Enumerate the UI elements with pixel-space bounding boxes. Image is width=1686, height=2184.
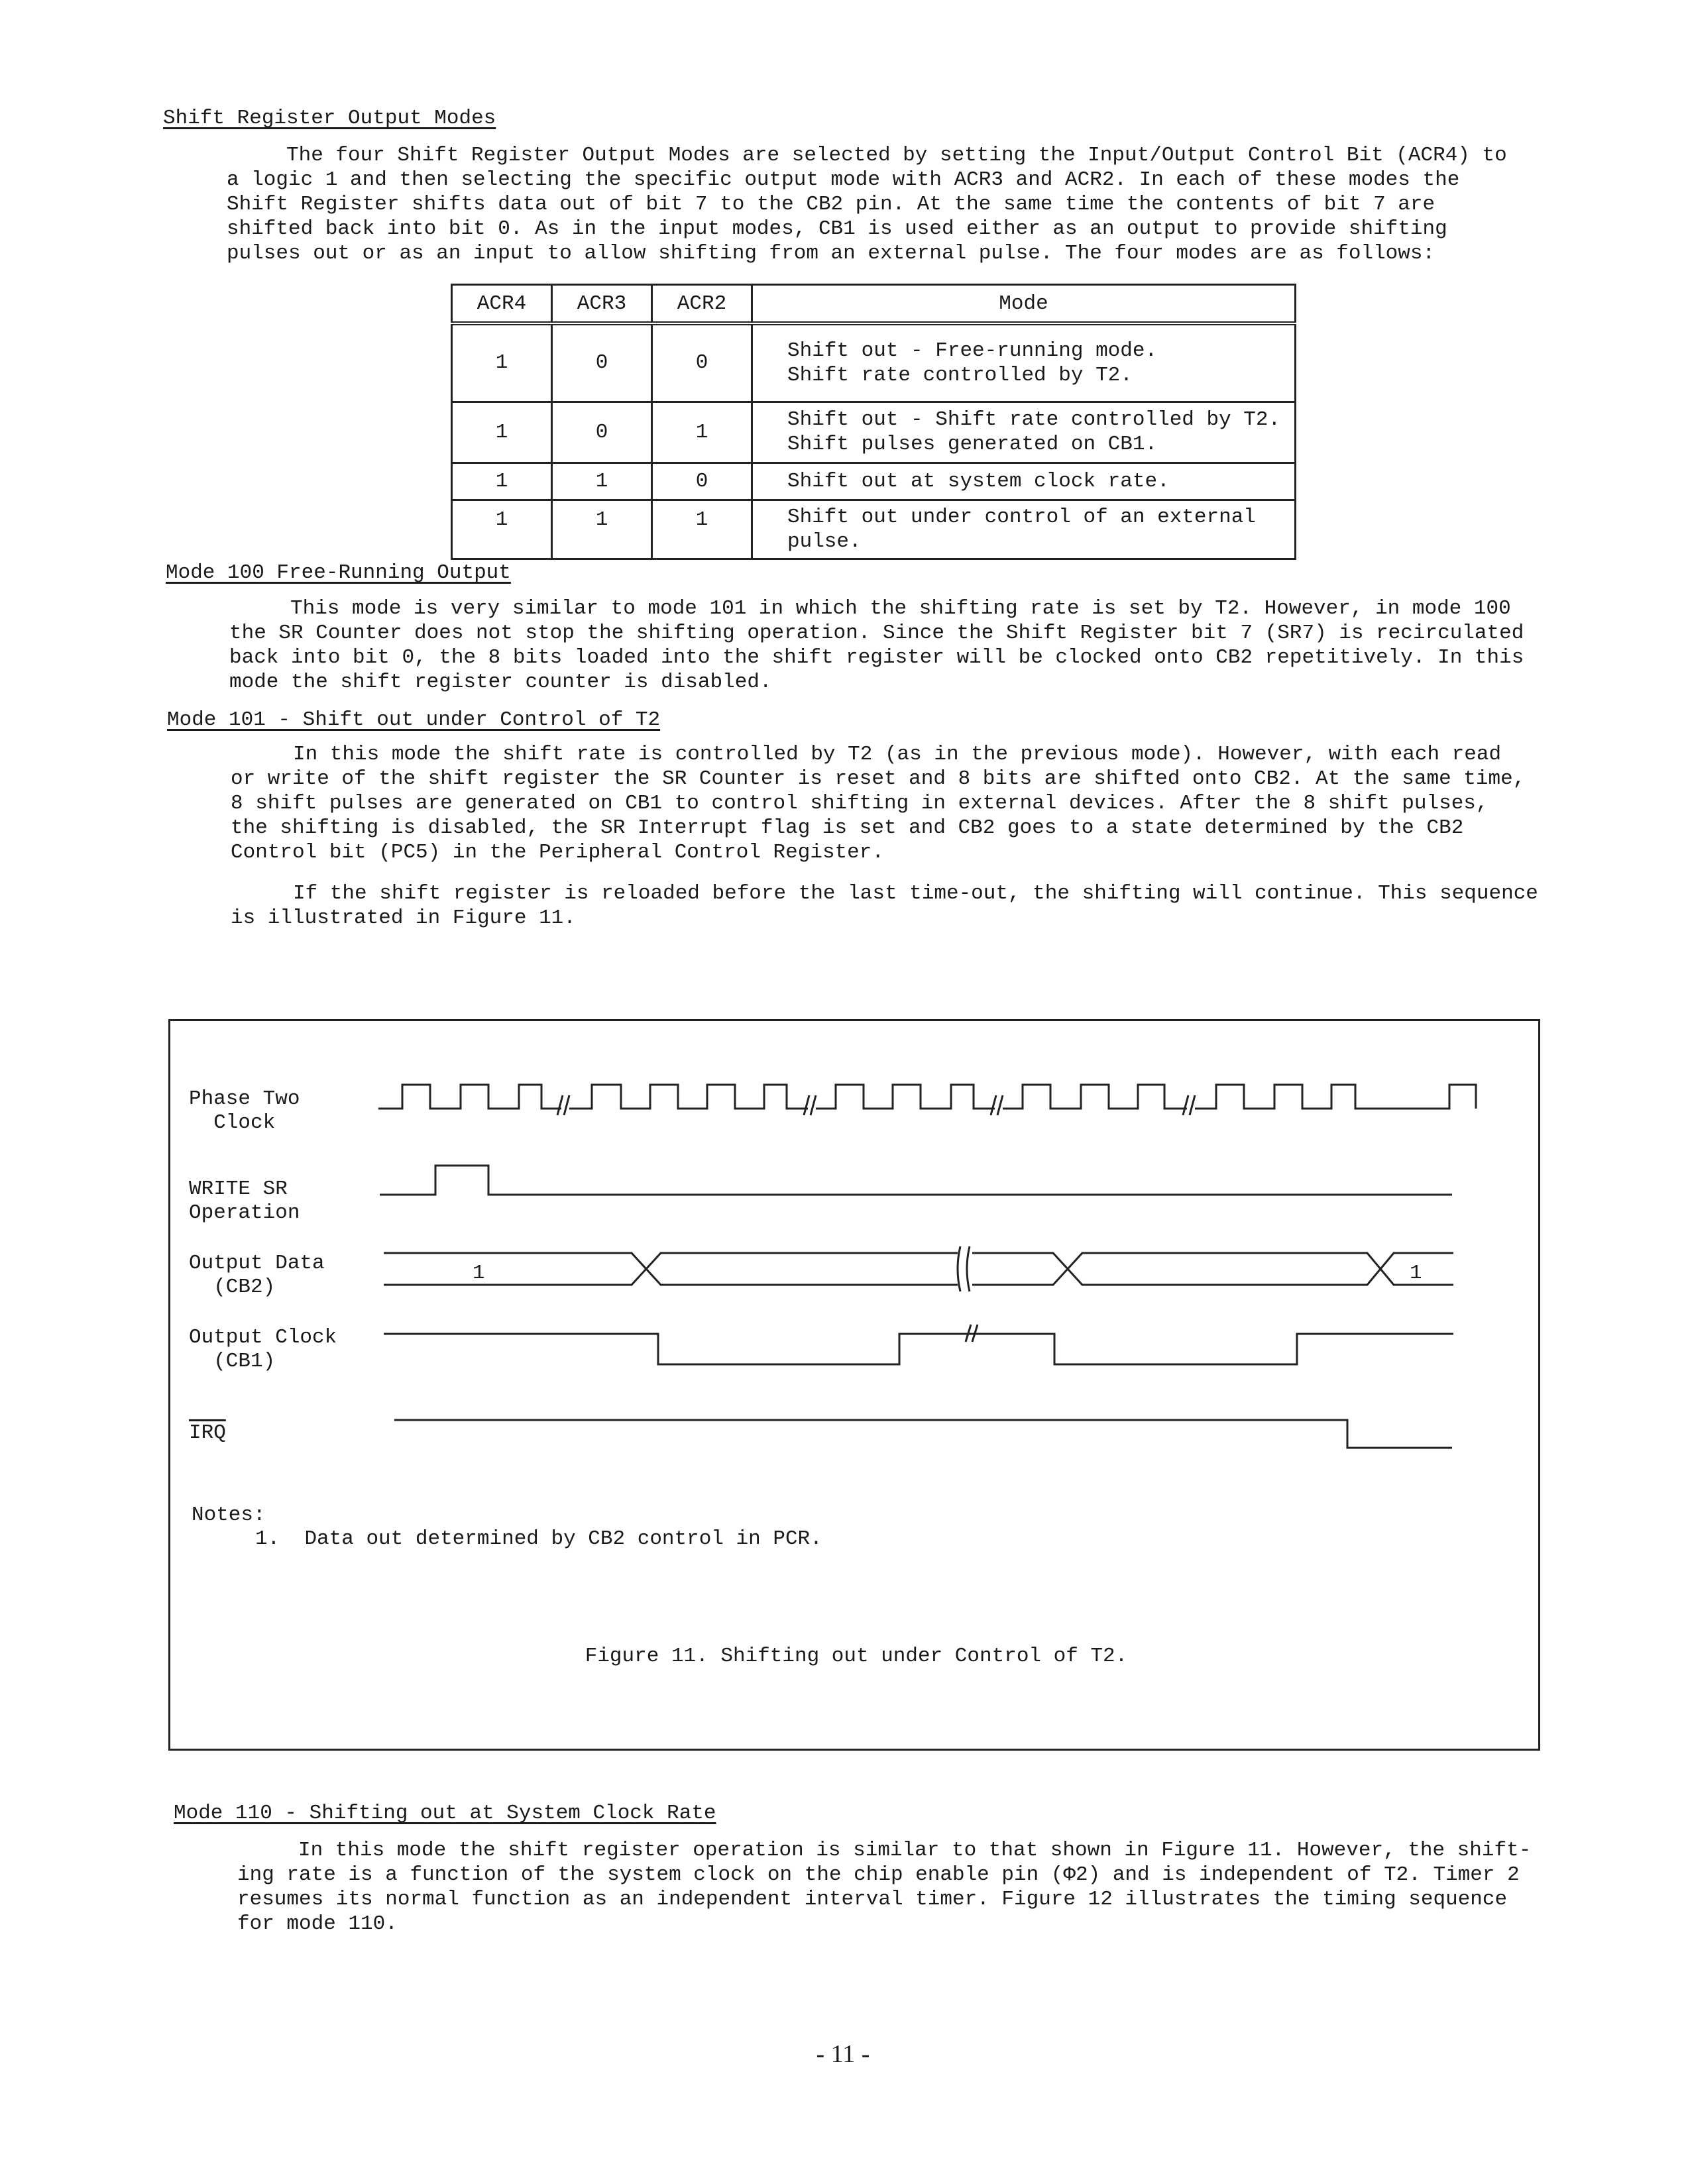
column-header-mode: Mode	[752, 285, 1296, 324]
text-line: If the shift register is reloaded before the last time-out, the shifting will continue. This sequence	[293, 882, 1538, 905]
text-line: the SR Counter does not stop the shifting operation. Since the Shift Register bit 7 (SR7) is recirculated	[229, 622, 1524, 645]
text-line: pulses out or as an input to allow shifting from an external pulse. The four modes are as follows:	[227, 242, 1435, 265]
section-heading-mode-101: Mode 101 - Shift out under Control of T2	[167, 708, 661, 732]
output-data-value-end: 1	[1410, 1262, 1422, 1285]
section-heading-mode-110: Mode 110 - Shifting out at System Clock Rate	[174, 1802, 716, 1825]
cell-mode	[752, 500, 1296, 559]
cell-acr4: 1	[452, 500, 552, 559]
cell-acr3: 0	[552, 402, 652, 463]
signal-label-write-sr: WRITE SR Operation	[189, 1177, 300, 1225]
mode-line: Shift out - Shift rate controlled by T2.	[787, 408, 1281, 431]
text-line: Shift Register shifts data out of bit 7 to the CB2 pin. At the same time the contents of bit 7 are	[227, 193, 1435, 216]
mode-line: Shift out - Free-running mode.	[787, 339, 1158, 362]
figure-11-timing-diagram	[168, 1019, 1540, 1751]
cell-acr3: 1	[552, 500, 652, 559]
note-number: 1.	[255, 1527, 280, 1551]
text-line: back into bit 0, the 8 bits loaded into the shift register will be clocked onto CB2 repetitively. In this	[229, 646, 1524, 669]
cell-acr4: 1	[452, 323, 552, 402]
table-header-row	[452, 285, 1296, 324]
text-line: In this mode the shift register operation is similar to that shown in Figure 11. However, the shift-	[298, 1839, 1532, 1862]
paragraph-mode-110	[237, 1838, 1531, 1936]
cell-acr3: 0	[552, 323, 652, 402]
text-line: 8 shift pulses are generated on CB1 to control shifting in external devices. After the 8 shift pulses,	[231, 792, 1489, 815]
text-line: In this mode the shift rate is controlled by T2 (as in the previous mode). However, with each read	[293, 743, 1502, 766]
table-row	[452, 500, 1296, 559]
cell-acr4: 1	[452, 463, 552, 500]
irq-waveform	[394, 1420, 1452, 1448]
write-sr-waveform	[380, 1166, 1452, 1195]
cell-mode	[752, 402, 1296, 463]
text-line: is illustrated in Figure 11.	[231, 906, 576, 930]
signal-label-output-data: Output Data (CB2)	[189, 1252, 325, 1299]
output-clock-waveform	[384, 1334, 1453, 1364]
figure-caption: Figure 11. Shifting out under Control of T2.	[585, 1645, 1128, 1668]
page-number: - 11 -	[816, 2040, 870, 2068]
signal-label-irq: $\overline{IRQ}$	[189, 1421, 226, 1445]
text-line: ing rate is a function of the system clock on the chip enable pin (Φ2) and is independent of T2. Timer 2	[237, 1863, 1520, 1886]
table-row	[452, 463, 1296, 500]
cell-acr2: 1	[652, 402, 752, 463]
paragraph-mode-101-continued	[231, 881, 1538, 930]
text-line: This mode is very similar to mode 101 in which the shifting rate is set by T2. However, in mode 100	[290, 597, 1511, 620]
text-line: shifted back into bit 0. As in the input modes, CB1 is used either as an output to provide shifting	[227, 217, 1447, 241]
note-item	[255, 1527, 822, 1551]
mode-line: Shift out under control of an external	[787, 505, 1256, 529]
output-data-value-start: 1	[473, 1262, 485, 1285]
text-line: or write of the shift register the SR Counter is reset and 8 bits are shifted onto CB2. At the same time,	[231, 767, 1526, 791]
section-heading-output-modes: Shift Register Output Modes	[163, 107, 496, 130]
cell-acr2: 1	[652, 500, 752, 559]
mode-line: pulse.	[787, 529, 862, 553]
mode-line: Shift rate controlled by T2.	[787, 363, 1133, 387]
paragraph-output-modes	[227, 143, 1507, 266]
phase-two-clock-waveform	[378, 1085, 1476, 1109]
output-data-break-marks	[958, 1246, 970, 1291]
output-data-waveform	[384, 1253, 1453, 1285]
cell-mode	[752, 323, 1296, 402]
clock-break-marks	[557, 1095, 1195, 1115]
notes-title: Notes:	[192, 1503, 266, 1527]
timing-waveforms	[170, 1021, 1538, 1749]
column-header-acr2: ACR2	[652, 285, 752, 324]
text-line: the shifting is disabled, the SR Interrupt flag is set and CB2 goes to a state determined by the CB2	[231, 816, 1464, 840]
text-line: The four Shift Register Output Modes are selected by setting the Input/Output Control Bit (ACR4) to	[286, 144, 1507, 167]
text-line: for mode 110.	[237, 1912, 398, 1936]
table-row	[452, 323, 1296, 402]
section-heading-mode-100: Mode 100 Free-Running Output	[166, 561, 511, 584]
figure-notes	[192, 1503, 822, 1551]
paragraph-mode-100	[229, 596, 1524, 694]
text-line: Control bit (PC5) in the Peripheral Control Register.	[231, 841, 884, 864]
cell-acr4: 1	[452, 402, 552, 463]
table-row	[452, 402, 1296, 463]
text-line: resumes its normal function as an independent interval timer. Figure 12 illustrates the timing sequence	[237, 1888, 1508, 1911]
cell-mode	[752, 463, 1296, 500]
note-text: Data out determined by CB2 control in PCR.	[304, 1527, 822, 1551]
cell-acr2: 0	[652, 463, 752, 500]
paragraph-mode-101	[231, 742, 1525, 865]
cell-acr3: 1	[552, 463, 652, 500]
mode-line: Shift out at system clock rate.	[787, 469, 1170, 493]
text-line: mode the shift register counter is disabled.	[229, 671, 772, 694]
cell-acr2: 0	[652, 323, 752, 402]
column-header-acr4: ACR4	[452, 285, 552, 324]
signal-label-output-clock: Output Clock (CB1)	[189, 1326, 337, 1373]
mode-line: Shift pulses generated on CB1.	[787, 433, 1158, 456]
mode-table	[451, 284, 1296, 560]
column-header-acr3: ACR3	[552, 285, 652, 324]
signal-label-phase-two-clock: Phase Two Clock	[189, 1087, 300, 1134]
text-line: a logic 1 and then selecting the specific output mode with ACR3 and ACR2. In each of these modes the	[227, 168, 1460, 191]
